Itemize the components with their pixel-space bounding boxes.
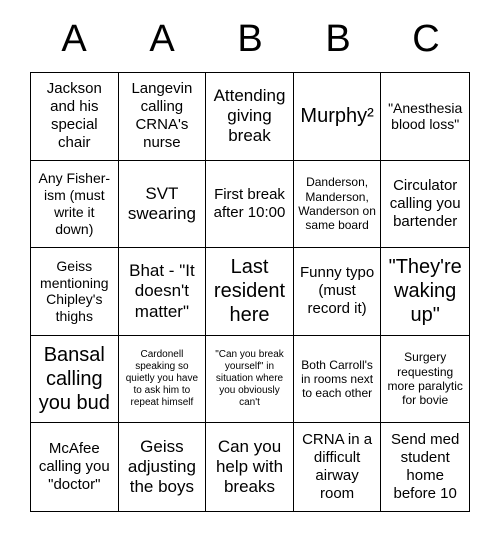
- cell-text: "Can you break yourself" in situation where you obviously can't: [215, 349, 284, 409]
- cell-text: Bansal calling you bud: [38, 344, 110, 415]
- header-letter-1: A: [61, 18, 87, 60]
- cell-text: First break after 10:00: [213, 185, 286, 221]
- cell-text: Geiss adjusting the boys: [127, 436, 196, 497]
- bingo-cell[interactable]: [119, 248, 207, 336]
- cell-text: McAfee calling you "doctor": [38, 440, 110, 494]
- cell-text: Surgery requesting more paralytic for bovie: [387, 350, 463, 408]
- bingo-cell[interactable]: [31, 248, 119, 336]
- cell-text: SVT swearing: [127, 183, 196, 223]
- cell-text: "Anesthesia blood loss": [388, 99, 463, 133]
- bingo-cell[interactable]: [381, 248, 469, 336]
- bingo-cell[interactable]: [206, 161, 294, 249]
- header-letter-5: C: [412, 18, 440, 60]
- cell-text: Jackson and his special chair: [46, 80, 102, 152]
- bingo-grid: [30, 72, 470, 512]
- bingo-cell[interactable]: [31, 423, 119, 511]
- bingo-cell[interactable]: [294, 248, 382, 336]
- bingo-cell[interactable]: [119, 336, 207, 424]
- bingo-cell[interactable]: [206, 73, 294, 161]
- bingo-cell[interactable]: [381, 423, 469, 511]
- cell-text: CRNA in a difficult airway room: [302, 431, 373, 503]
- cell-text: Danderson, Manderson, Wanderson on same board: [298, 175, 376, 233]
- bingo-cell[interactable]: [31, 73, 119, 161]
- cell-text: "They're waking up": [388, 256, 462, 327]
- cell-text: Can you help with breaks: [215, 436, 284, 497]
- bingo-cell[interactable]: [381, 161, 469, 249]
- cell-text: Geiss mentioning Chipley's thighs: [40, 257, 109, 325]
- bingo-cell[interactable]: [381, 336, 469, 424]
- bingo-cell[interactable]: [294, 73, 382, 161]
- header-letter-2: A: [149, 18, 175, 60]
- bingo-cell[interactable]: [31, 161, 119, 249]
- header-letter-3: B: [237, 18, 263, 60]
- cell-text: Any Fisher-ism (must write it down): [38, 170, 111, 237]
- cell-text: Funny typo (must record it): [299, 264, 375, 318]
- bingo-cell[interactable]: [31, 336, 119, 424]
- cell-text: Langevin calling CRNA's nurse: [131, 80, 193, 152]
- bingo-cell[interactable]: [294, 336, 382, 424]
- cell-text: Murphy²: [300, 105, 374, 128]
- cell-text: Cardonell speaking so quietly you have to ask him to repeat himself: [125, 349, 199, 409]
- bingo-cell[interactable]: [381, 73, 469, 161]
- cell-text: Attending giving break: [213, 85, 286, 146]
- header-letter-4: B: [325, 18, 351, 60]
- cell-text: Send med student home before 10: [390, 431, 460, 503]
- bingo-cell[interactable]: [206, 248, 294, 336]
- cell-text: Bhat - "It doesn't matter": [129, 260, 195, 321]
- bingo-cell[interactable]: [294, 423, 382, 511]
- bingo-header: [30, 0, 470, 72]
- bingo-cell[interactable]: [206, 336, 294, 424]
- cell-text: Circulator calling you bartender: [389, 176, 461, 230]
- bingo-cell[interactable]: [294, 161, 382, 249]
- cell-text: Last resident here: [213, 256, 286, 327]
- bingo-cell[interactable]: [119, 161, 207, 249]
- bingo-cell[interactable]: [206, 423, 294, 511]
- cell-text: Both Carroll's in rooms next to each other: [301, 357, 374, 401]
- bingo-cell[interactable]: [119, 73, 207, 161]
- bingo-cell[interactable]: [119, 423, 207, 511]
